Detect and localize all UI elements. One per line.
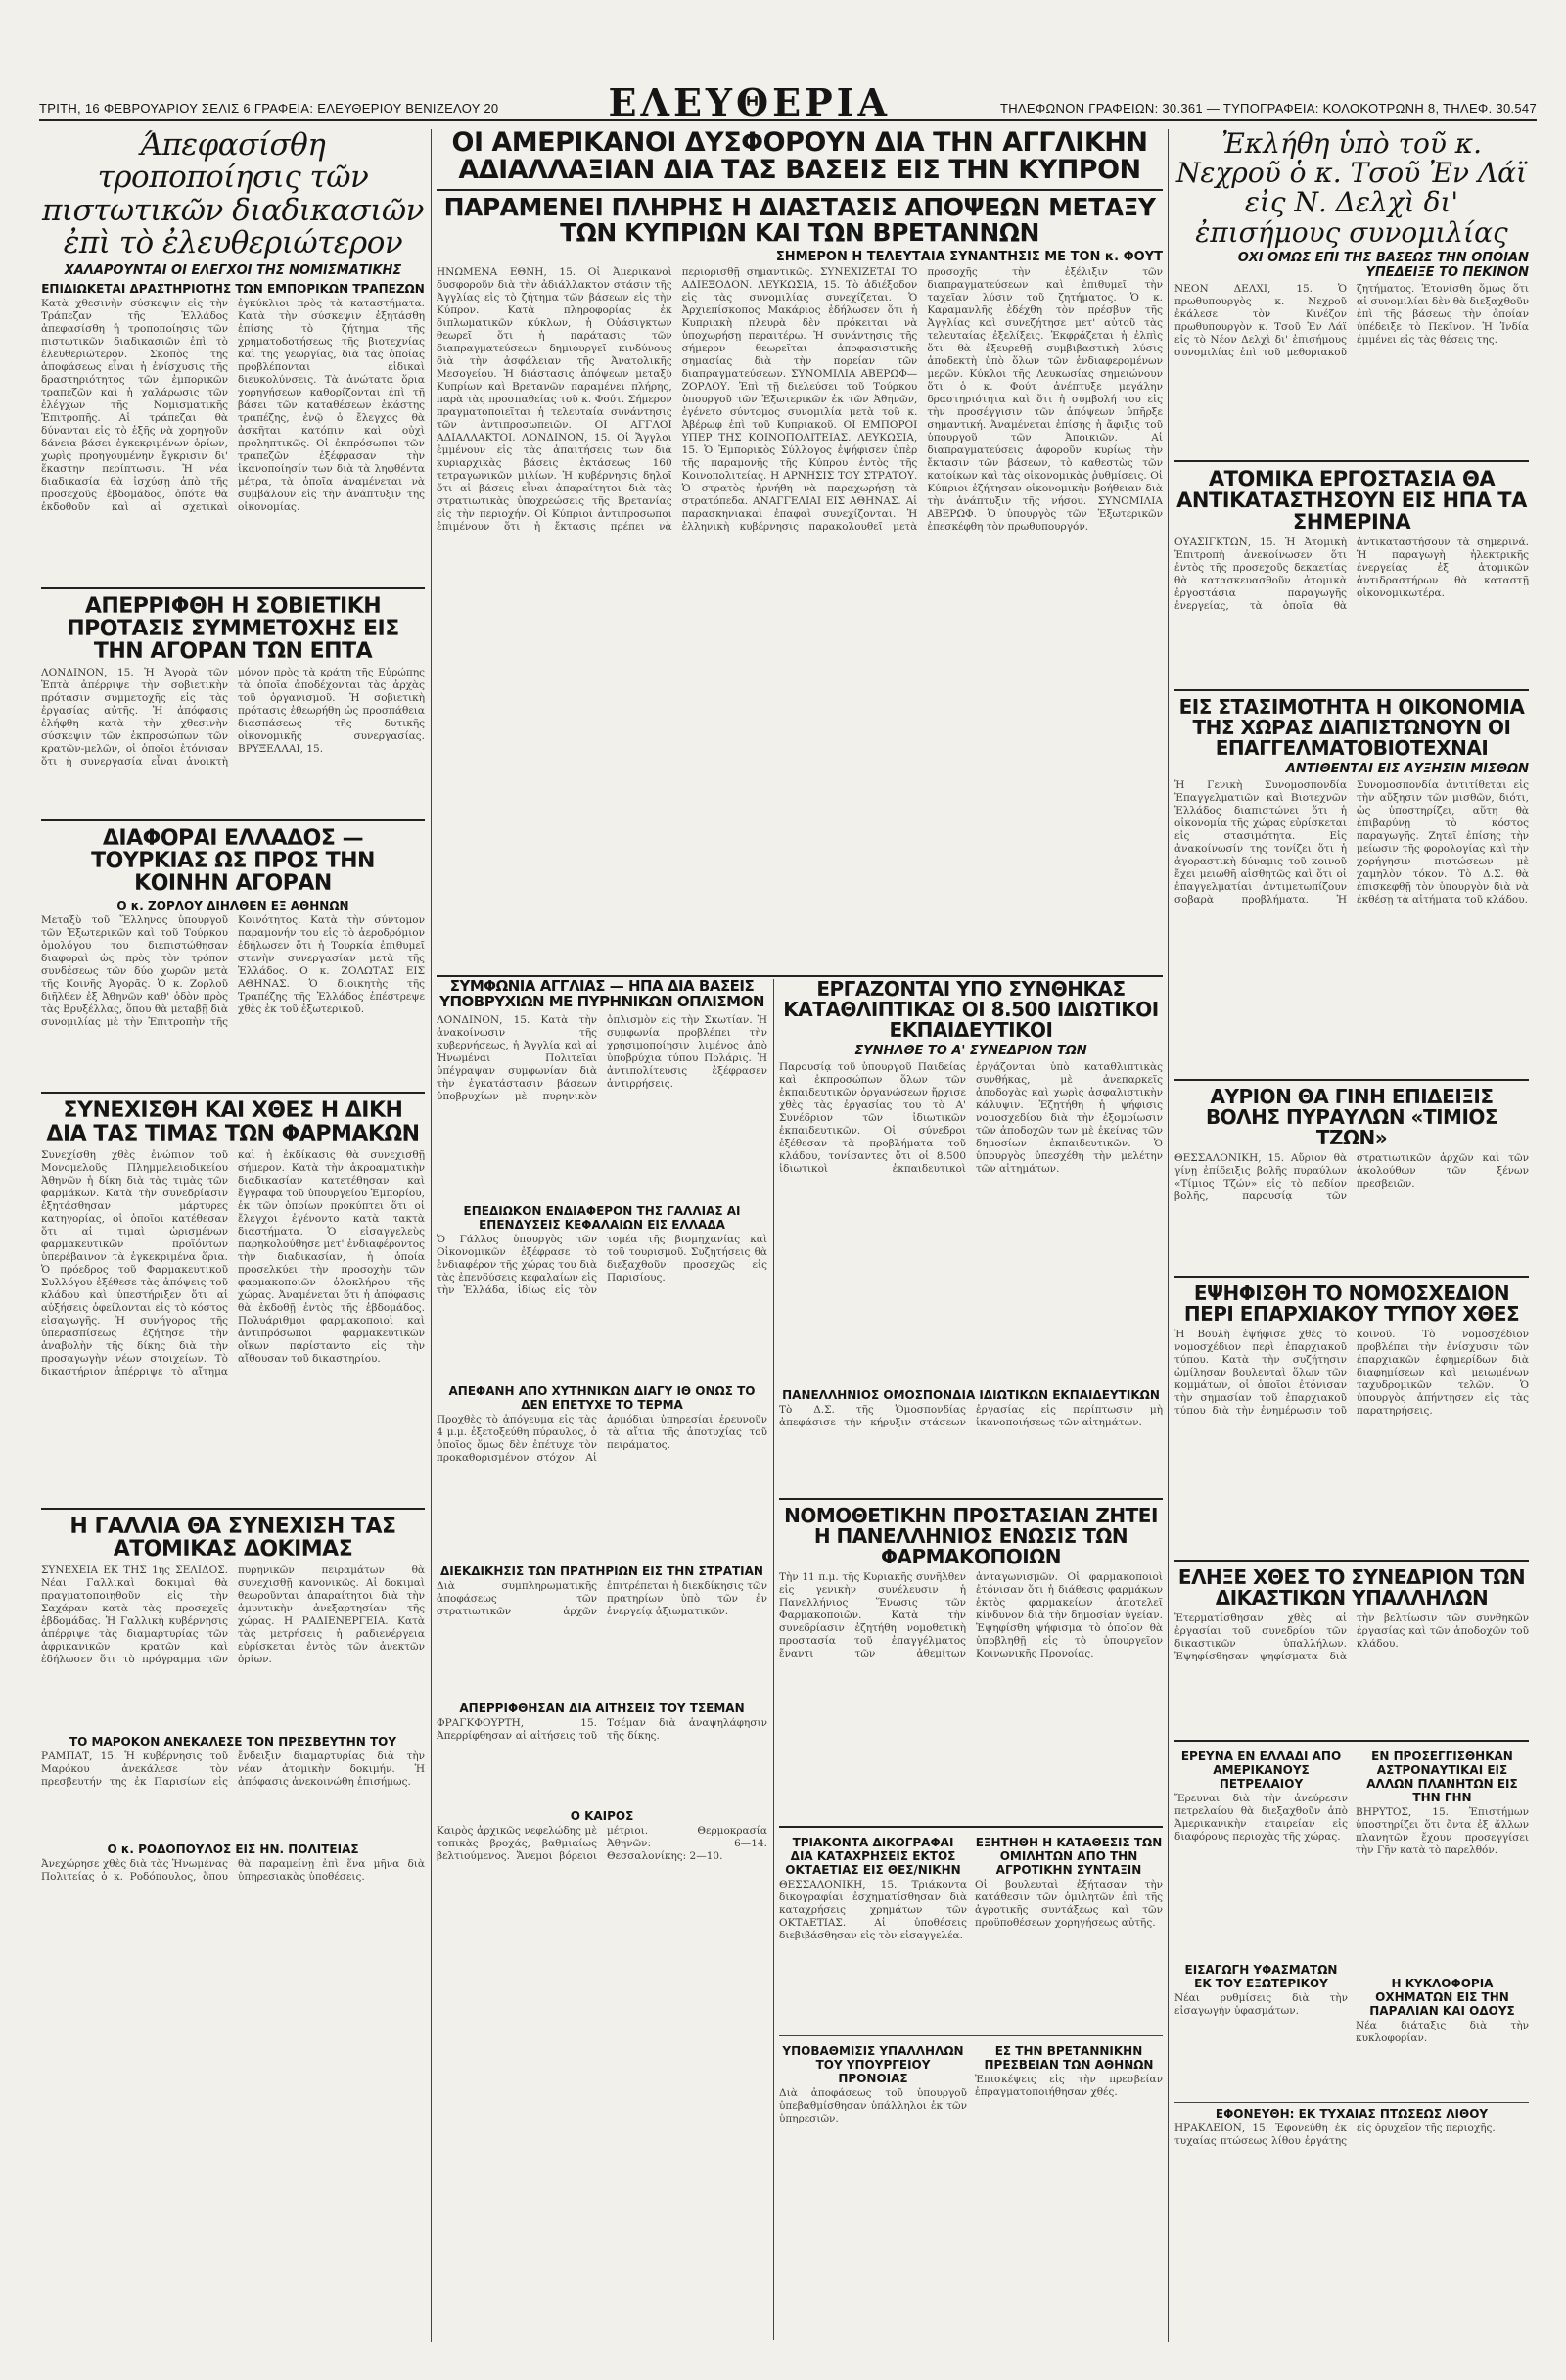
article-body: ΘΕΣΣΑΛΟΝΙΚΗ, 15. Αὔριον θὰ γίνῃ ἐπίδειξις βολῆς πυραύλων «Τίμιος Τζών» εἰς τὸ πεδίον βολῆς, παρουσίᾳ τῶν στρατιωτικῶν ἀρχῶν καὶ τῶν ἀκολούθων τῶν ξένων πρεσβειῶν. bbox=[1174, 1152, 1529, 1203]
article-body: Ἡ Βουλὴ ἐψήφισε χθὲς τὸ νομοσχέδιον περὶ ἐπαρχιακοῦ τύπου. Κατὰ τὴν συζήτησιν ὡμίλησαν βουλευταὶ ὅλων τῶν κομμάτων, οἱ ὁποῖοι ἐτόνισαν τὴν σημασίαν τοῦ ἐπαρχιακοῦ τύπου διὰ τὴν ἐνημέρωσιν τοῦ κοινοῦ. Τὸ νομοσχέδιον προβλέπει τὴν ἐνίσχυσιν τῶν ἐπαρχιακῶν ἐφημερίδων διὰ διαφημίσεων καὶ μειωμένων ταχυδρομικῶν τελῶν. Ὁ ὑπουργὸς ἀπήντησεν εἰς τὰς παρατηρήσεις. bbox=[1174, 1329, 1529, 1418]
article-body: Τὸ Δ.Σ. τῆς Ὁμοσπονδίας ἀπεφάσισε τὴν κήρυξιν στάσεων ἐργασίας εἰς περίπτωσιν μὴ ἱκανοποιήσεως τῶν αἰτημάτων. bbox=[779, 1404, 1163, 1428]
newspaper-title: ΕΛΕΥΘΕΡΙΑ bbox=[608, 80, 891, 124]
subheadline: ΔΙΕΚΔΙΚΗΣΙΣ ΤΩΝ ΠΡΑΤΗΡΙΩΝ ΕΙΣ ΤΗΝ ΣΤΡΑΤΙΑΝ bbox=[440, 1563, 763, 1578]
article-body: Κατὰ χθεσινὴν σύσκεψιν εἰς τὴν Τράπεζαν τῆς Ἑλλάδος ἀπεφασίσθη ἡ τροποποίησις τῶν πιστωτικῶν διαδικασιῶν ἐπὶ τὸ ἐλευθεριώτερον. Σκοπὸς τῆς ἀποφάσεως εἶναι ἡ ἐνίσχυσις τῆς δραστηριότητος τῶν ἐμπορικῶν τραπεζῶν καὶ ἡ χαλάρωσις τῶν ἐλέγχων τῆς Νομισματικῆς Ἐπιτροπῆς. Αἱ τράπεζαι θὰ δύνανται εἰς τὸ ἑξῆς νὰ χορηγοῦν δάνεια βάσει ἐγκεκριμένων ὁρίων, χωρὶς προηγουμένην ἔγκρισιν δι' ἕκαστην περίπτωσιν. Ἡ νέα διαδικασία θὰ ἰσχύσῃ ἀπὸ τῆς προσεχοῦς ἐβδομάδος, ὁπότε θὰ ἐκδοθοῦν καὶ αἱ σχετικαὶ ἐγκύκλιοι πρὸς τὰ καταστήματα. Κατὰ τὴν σύσκεψιν ἐξητάσθη ἐπίσης τὸ ζήτημα τῆς χρηματοδοτήσεως τῆς βιοτεχνίας καὶ τῆς γεωργίας, διὰ τὰς ὁποίας προβλέπονται εἰδικαὶ διευκολύνσεις. Τὰ ἀνώτατα ὅρια χορηγήσεων καθορίζονται ἐπὶ τῇ βάσει τῶν καταθέσεων ἑκάστης τραπέζης, ἐνῷ ὁ ἔλεγχος θὰ ἀσκῆται κατόπιν καὶ οὐχὶ προληπτικῶς. Οἱ ἐκπρόσωποι τῶν τραπεζῶν ἐξέφρασαν τὴν ἱκανοποίησίν των διὰ τὰ ληφθέντα μέτρα, τὰ ὁποῖα ἀναμένεται νὰ συμβάλουν εἰς τὴν ἀνάπτυξιν τῆς οἰκονομίας. bbox=[41, 297, 425, 513]
article-body: Καιρὸς ἀρχικῶς νεφελώδης μὲ τοπικὰς βροχάς, βαθμιαίως βελτιούμενος. Ἄνεμοι βόρειοι μέτριοι. Θερμοκρασία Ἀθηνῶν: 6—14. Θεσσαλονίκης: 2—10. bbox=[437, 1824, 767, 1862]
subheadline: ΧΑΛΑΡΟΥΝΤΑΙ ΟΙ ΕΛΕΓΧΟΙ ΤΗΣ ΝΟΜΙΣΜΑΤΙΚΗΣ bbox=[64, 262, 402, 278]
subheadline: ΣΗΜΕΡΟΝ Η ΤΕΛΕΥΤΑΙΑ ΣΥΝΑΝΤΗΣΙΣ ΜΕ ΤΟΝ κ. ΦΟΥΤ bbox=[775, 250, 1163, 265]
headline-provincial-press-bill: ΕΨΗΦΙΣΘΗ ΤΟ ΝΟΜΟΣΧΕΔΙΟΝ ΠΕΡΙ ΕΠΑΡΧΙΑΚΟΥ ΤΥΠΟΥ ΧΘΕΣ bbox=[1183, 1282, 1520, 1327]
subheadline: ΤΟ ΜΑΡΟΚΟΝ ΑΝΕΚΑΛΕΣΕ ΤΟΝ ΠΡΕΣΒΕΥΤΗΝ ΤΟΥ bbox=[69, 1734, 397, 1749]
article-body: Ἀνεχώρησε χθὲς διὰ τὰς Ἡνωμένας Πολιτείας ὁ κ. Ροδόπουλος, ὅπου θὰ παραμείνῃ ἐπὶ ἕνα μῆνα διὰ ὑπηρεσιακὰς ὑποθέσεις. bbox=[41, 1857, 425, 1883]
article-body: Ἐτερματίσθησαν χθὲς αἱ ἐργασίαι τοῦ συνεδρίου τῶν δικαστικῶν ὑπαλλήλων. Ἐψηφίσθησαν ψηφίσματα διὰ τὴν βελτίωσιν τῶν συνθηκῶν ἐργασίας καὶ τῶν ἀποδοχῶν τοῦ κλάδου. bbox=[1174, 1612, 1529, 1663]
subheadline: Η ΚΥΚΛΟΦΟΡΙΑ ΟΧΗΜΑΤΩΝ ΕΙΣ ΤΗΝ ΠΑΡΑΛΙΑΝ ΚΑΙ ΟΔΟΥΣ bbox=[1369, 1977, 1515, 2019]
headline-americans-cyprus: ΟΙ ΑΜΕΡΙΚΑΝΟΙ ΔΥΣΦΟΡΟΥΝ ΔΙΑ ΤΗΝ ΑΓΓΛΙΚΗΝ ΑΔΙΑΛΛΑΞΙΑΝ ΔΙΑ ΤΑΣ ΒΑΣΕΙΣ ΕΙΣ ΤΗΝ ΚΥΠΡΟΝ bbox=[451, 127, 1148, 186]
headline-cyprus-british: ΠΑΡΑΜΕΝΕΙ ΠΛΗΡΗΣ Η ΔΙΑΣΤΑΣΙΣ ΑΠΟΨΕΩΝ ΜΕΤΑΞΥ ΤΩΝ ΚΥΠΡΙΩΝ ΚΑΙ ΤΩΝ ΒΡΕΤΑΝΝΩΝ bbox=[443, 192, 1156, 247]
subheadline: ΕΝ ΠΡΟΣΕΓΓΙΣΘΗΚΑΝ ΑΣΤΡΟΝΑΥΤΙΚΑΙ ΕΙΣ ΑΛΛΩΝ ΠΛΑΝΗΤΩΝ ΕΙΣ ΤΗΝ ΓΗΝ bbox=[1366, 1750, 1518, 1805]
headline-greece-turkey: ΔΙΑΦΟΡΑΙ ΕΛΛΑΔΟΣ — ΤΟΥΡΚΙΑΣ ΩΣ ΠΡΟΣ ΤΗΝ ΚΟΙΝΗΝ ΑΓΟΡΑΝ bbox=[91, 826, 375, 897]
article-body: ΗΝΩΜΕΝΑ ΕΘΝΗ, 15. Οἱ Ἀμερικανοὶ δυσφοροῦν διὰ τὴν ἀδιάλλακτον στάσιν τῆς Ἀγγλίας εἰς τὸ ζήτημα τῶν βάσεων εἰς τὴν Κύπρον. Κατὰ πληροφορίας ἐκ διπλωματικῶν κύκλων, ἡ Οὐάσιγκτων θεωρεῖ ὅτι ἡ παράτασις τῶν διαπραγματεύσεων δημιουργεῖ κινδύνους διὰ τὴν ἀσφάλειαν τῆς Ἀνατολικῆς Μεσογείου. Ἡ διάστασις ἀπόψεων μεταξὺ Κυπρίων καὶ Βρετανῶν παραμένει πλήρης, παρὰ τὰς προσπαθείας τοῦ κ. Φούτ. Σήμερον πραγματοποιεῖται ἡ τελευταία συνάντησις τῶν ἀντιπροσωπειῶν. ΟΙ ΑΓΓΛΟΙ ΑΔΙΑΛΛΑΚΤΟΙ. ΛΟΝΔΙΝΟΝ, 15. Οἱ Ἄγγλοι ἐμμένουν εἰς τὰς ἀπαιτήσεις των διὰ κυριαρχικὰς βάσεις ἐκτάσεως 160 τετραγωνικῶν μιλίων. Ἡ κυβέρνησις δηλοῖ ὅτι αἱ βάσεις εἶναι ἀπαραίτητοι διὰ τὰς στρατιωτικὰς ὑποχρεώσεις τῆς Βρετανίας εἰς τὴν περιοχήν. Οἱ Κύπριοι ἀντιπροσωποι ἐπιμένουν ὅτι ἡ ἔκτασις πρέπει νὰ περιορισθῇ σημαντικῶς. ΣΥΝΕΧΙΖΕΤΑΙ ΤΟ ΑΔΙΕΞΟΔΟΝ. ΛΕΥΚΩΣΙΑ, 15. Τὸ ἀδιέξοδον εἰς τὰς συνομιλίας συνεχίζεται. Ὁ Ἀρχιεπίσκοπος Μακάριος ἐδήλωσεν ὅτι ἡ Κυπριακὴ πλευρὰ δὲν πρόκειται νὰ ὑποχωρήσῃ περαιτέρω. Ἡ συνάντησις τῆς σήμερον θεωρεῖται ἀποφασιστικῆς σημασίας διὰ τὴν πορείαν τῶν διαπραγματεύσεων. ΣΥΝΟΜΙΛΙΑ ΑΒΕΡΩΦ—ΖΟΡΛΟΥ. Ἐπὶ τῇ διελεύσει τοῦ Τούρκου ὑπουργοῦ τῶν Ἐξωτερικῶν ἐκ τῶν Ἀθηνῶν, ἐγένετο σύντομος συνομιλία μετὰ τοῦ κ. Ἀβέρωφ ἐπὶ τοῦ Κυπριακοῦ. ΟΙ ΕΜΠΟΡΟΙ ΥΠΕΡ ΤΗΣ ΚΟΙΝΟΠΟΛΙΤΕΙΑΣ. ΛΕΥΚΩΣΙΑ, 15. Ὁ Ἐμπορικὸς Σύλλογος ἐψήφισεν ὑπὲρ τῆς παραμονῆς τῆς Κύπρου ἐντὸς τῆς Κοινοπολιτείας. Η ΑΡΝΗΣΙΣ ΤΟΥ ΣΤΡΑΤΟΥ. Ὁ στρατὸς ἠρνήθη νὰ παραχωρήσῃ τὰ στρατόπεδα. ΑΝΑΓΓΕΛΙΑΙ ΕΙΣ ΑΘΗΝΑΣ. Αἱ παρασκηνιακαὶ ἐπαφαὶ συνεχίζονται. Ἡ ἑλληνικὴ κυβέρνησις παρακολουθεῖ μετὰ προσοχῆς τὴν ἐξέλιξιν τῶν διαπραγματεύσεων καὶ ἐπιθυμεῖ τὴν ταχεῖαν λύσιν τοῦ ζητήματος. Ὁ κ. Καραμανλῆς ἐδέχθη τὸν πρέσβυν τῆς Ἀγγλίας καὶ συνεζήτησε μετ' αὐτοῦ τὰς τελευταίας ἐξελίξεις. Ἐκφράζεται ἡ ἐλπὶς ὅτι θὰ ἐξευρεθῇ συμβιβαστικὴ λύσις ἀποδεκτὴ ὑπὸ ὅλων τῶν ἐνδιαφερομένων μερῶν. Κύκλοι τῆς Λευκωσίας σημειώνουν ὅτι ὁ κ. Φούτ ἀνέπτυξε μεγάλην δραστηριότητα καὶ ὅτι ἡ συμβολή του εἰς τὴν προσέγγισιν τῶν ἀπόψεων ὑπῆρξε σημαντική. Ἀναμένεται ἐπίσης ἡ ἄφιξις τοῦ ὑπουργοῦ τῶν Ἀποικιῶν. Αἱ διαπραγματεύσεις ἀφοροῦν κυρίως τὴν ἔκτασιν τῶν βάσεων, τὸ καθεστὼς τῶν κατοίκων καὶ τὰς οἰκονομικὰς ῥυθμίσεις. Οἱ Κύπριοι ἐζήτησαν οἰκονομικὴν βοήθειαν διὰ τὴν ἀνάπτυξιν τῆς νήσου. ΣΥΝΟΜΙΛΙΑ ΑΒΕΡΩΦ. Ὁ ὑπουργὸς τῶν Ἐξωτερικῶν ἐπεσκέφθη τὸν πρωθυπουργόν. bbox=[437, 266, 1163, 534]
article-body: Νέαι ρυθμίσεις διὰ τὴν εἰσαγωγὴν ὑφασμάτων. bbox=[1174, 1992, 1348, 2018]
subheadline: ΕΡΕΥΝΑ ΕΝ ΕΛΛΑΔΙ ΑΠΟ ΑΜΕΡΙΚΑΝΟΥΣ ΠΕΤΡΕΛΑΙΟΥ bbox=[1180, 1750, 1342, 1792]
subheadline: Ο ΚΑΙΡΟΣ bbox=[570, 1808, 634, 1823]
headline-nehru-chou: Ἐκλήθη ὑπὸ τοῦ κ. Νεχροῦ ὁ κ. Τσοῦ Ἐν Λάϊ εἰς Ν. Δελχὶ δι' ἐπισήμους συνομιλίας bbox=[1175, 127, 1528, 249]
article-body: Οἱ βουλευταὶ ἐξήτασαν τὴν κατάθεσιν τῶν ὁμιλητῶν ἐπὶ τῆς ἀγροτικῆς συντάξεως καὶ τῶν προϋποθέσεων χορηγήσεως αὐτῆς. bbox=[975, 1879, 1163, 1929]
article-body: ΛΟΝΔΙΝΟΝ, 15. Ἡ Ἀγορὰ τῶν Ἑπτὰ ἀπέρριψε τὴν σοβιετικὴν πρότασιν συμμετοχῆς εἰς τὰς ἐργασίας αὐτῆς. Ἡ ἀπόφασις ἐλήφθη κατὰ τὴν χθεσινὴν σύσκεψιν τῶν ἐκπροσώπων τῶν κρατῶν-μελῶν, οἱ ὁποῖοι ἐτόνισαν ὅτι ἡ συνεργασία εἶναι ἀνοικτὴ μόνον πρὸς τὰ κράτη τῆς Εὐρώπης τὰ ὁποῖα ἀποδέχονται τὰς ἀρχὰς τοῦ ὀργανισμοῦ. Ἡ σοβιετικὴ πρότασις ἐθεωρήθη ὡς προσπάθεια διασπάσεως τῆς δυτικῆς οἰκονομικῆς συνεργασίας. ΒΡΥΞΕΛΛΑΙ, 15. bbox=[41, 667, 425, 769]
masthead bbox=[39, 80, 1537, 124]
article-body: Διὰ συμπληρωματικῆς ἀποφάσεως τῶν στρατιωτικῶν ἀρχῶν ἐπιτρέπεται ἡ διεκδίκησις τῶν πρατηρίων ὑπὸ τῶν ἐν ἐνεργείᾳ ἀξιωματικῶν. bbox=[437, 1579, 767, 1617]
subheadline: ΕΠΕΔΙΩΚΟΝ ΕΝΔΙΑΦΕΡΟΝ ΤΗΣ ΓΑΛΛΙΑΣ ΑΙ ΕΠΕΝΔΥΣΕΙΣ ΚΕΦΑΛΑΙΩΝ ΕΙΣ ΕΛΛΑΔΑ bbox=[463, 1203, 741, 1232]
article-body: ΡΑΜΠΑΤ, 15. Ἡ κυβέρνησις τοῦ Μαρόκου ἀνεκάλεσε τὸν πρεσβευτήν της ἐκ Παρισίων εἰς ἔνδειξιν διαμαρτυρίας διὰ τὴν νέαν ἀτομικὴν δοκιμήν. Ἡ ἀπόφασις ἀνεκοινώθη ἐπισήμως. bbox=[41, 1750, 425, 1788]
article-body: Ὁ Γάλλος ὑπουργὸς τῶν Οἰκονομικῶν ἐξέφρασε τὸ ἐνδιαφέρον τῆς χώρας του διὰ τὰς ἐπενδύσεις κεφαλαίων εἰς τὴν Ἑλλάδα, ἰδίως εἰς τὸν τομέα τῆς βιομηχανίας καὶ τοῦ τουρισμοῦ. Συζητήσεις θὰ διεξαχθοῦν προσεχῶς εἰς Παρισίους. bbox=[437, 1233, 767, 1296]
subheadline: ΕΞΗΤΗΘΗ Η ΚΑΤΑΘΕΣΙΣ ΤΩΝ ΟΜΙΛΗΤΩΝ ΑΠΟ ΤΗΝ ΑΓΡΟΤΙΚΗΝ ΣΥΝΤΑΞΙΝ bbox=[975, 1836, 1163, 1877]
subheadline: Ο κ. ΖΟΡΛΟΥ ΔΙΗΛΘΕΝ ΕΞ ΑΘΗΝΩΝ bbox=[116, 899, 349, 913]
subheadline: ΥΠΟΒΑΘΜΙΣΙΣ ΥΠΑΛΛΗΛΩΝ ΤΟΥ ΥΠΟΥΡΓΕΙΟΥ ΠΡΟΝΟΙΑΣ bbox=[782, 2044, 964, 2085]
subheadline: ΑΠΕΡΡΙΦΘΗΣΑΝ ΔΙΑ ΑΙΤΗΣΕΙΣ ΤΟΥ ΤΣΕΜΑΝ bbox=[459, 1701, 745, 1715]
article-body: ΟΥΑΣΙΓΚΤΩΝ, 15. Ἡ Ἀτομικὴ Ἐπιτροπὴ ἀνεκοίνωσεν ὅτι ἐντὸς τῆς προσεχοῦς δεκαετίας θὰ κατασκευασθοῦν ἀτομικὰ ἐργοστάσια παραγωγῆς ἐνεργείας, τὰ ὁποῖα θὰ ἀντικαταστήσουν τὰ σημερινά. Ἡ παραγωγὴ ἠλεκτρικῆς ἐνεργείας ἐξ ἀτομικῶν ἀντιδραστήρων θὰ καταστῇ οἰκονομικωτέρα. bbox=[1174, 537, 1529, 613]
headline-economy-stagnation: ΕΙΣ ΣΤΑΣΙΜΟΤΗΤΑ Η ΟΙΚΟΝΟΜΙΑ ΤΗΣ ΧΩΡΑΣ ΔΙΑΠΙΣΤΩΝΟΥΝ ΟΙ ΕΠΑΓΓΕΛΜΑΤΟΒΙΟΤΕΧΝΑΙ bbox=[1178, 695, 1525, 761]
article-body: Τὴν 11 π.μ. τῆς Κυριακῆς συνῆλθεν εἰς γενικὴν συνέλευσιν ἡ Πανελλήνιος Ἕνωσις τῶν Φαρμακοποιῶν. Κατὰ τὴν συνεδρίασιν ἐζητήθη νομοθετικὴ προστασία τοῦ ἐπαγγέλματος ἔναντι τῶν ἀθεμίτων ἀνταγωνισμῶν. Οἱ φαρμακοποιοὶ ἐτόνισαν ὅτι ἡ διάθεσις φαρμάκων ἐκτὸς φαρμακείων ἀποτελεῖ κίνδυνον διὰ τὴν δημοσίαν ὑγείαν. Ἐψηφίσθη ψήφισμα τὸ ὁποῖον θὰ ὑποβληθῇ εἰς τὸ ὑπουργεῖον Κοινωνικῆς Προνοίας. bbox=[779, 1571, 1163, 1659]
subheadline: ΑΝΤΙΘΕΝΤΑΙ ΕΙΣ ΑΥΞΗΣΙΝ ΜΙΣΘΩΝ bbox=[1285, 762, 1529, 777]
article-body: ΦΡΑΓΚΦΟΥΡΤΗ, 15. Ἀπερρίφθησαν αἱ αἰτήσεις τοῦ Τσέμαν διὰ ἀναψηλάφησιν τῆς δίκης. bbox=[437, 1716, 767, 1742]
article-body: Συνεχίσθη χθὲς ἐνώπιον τοῦ Μονομελοῦς Πλημμελειοδικείου Ἀθηνῶν ἡ δίκη διὰ τὰς τιμὰς τῶν φαρμάκων. Κατὰ τὴν συνεδρίασιν ἐξητάσθησαν μάρτυρες κατηγορίας, οἱ ὁποῖοι κατέθεσαν ὅτι αἱ τιμαὶ ὡρισμένων φαρμακευτικῶν προϊόντων ὑπερέβαινον τὰ ἐγκεκριμένα ὅρια. Ὁ πρόεδρος τοῦ Φαρμακευτικοῦ Συλλόγου ἐξέθεσε τὰς ἀπόψεις τοῦ κλάδου καὶ ὑπεστήριξεν ὅτι αἱ αὐξήσεις ὀφείλονται εἰς τὸ κόστος εἰσαγωγῆς. Ἡ συνήγορος τῆς ὑπερασπίσεως ἐζήτησε τὴν ἀναβολὴν τῆς δίκης διὰ τὴν προσαγωγὴν νέων στοιχείων. Τὸ δικαστήριον ἀπέρριψε τὸ αἴτημα καὶ ἡ ἐκδίκασις θὰ συνεχισθῇ σήμερον. Κατὰ τὴν ἀκροαματικὴν διαδικασίαν κατετέθησαν καὶ ἔγγραφα τοῦ ὑπουργείου Ἐμπορίου, ἐκ τῶν ὁποίων προκύπτει ὅτι οἱ ἔλεγχοι ἐγένοντο κατὰ τακτὰ διαστήματα. Ὁ εἰσαγγελεὺς παρηκολούθησε μετ' ἐνδιαφέροντος τὴν διαδικασίαν, ἡ ὁποία προσελκύει τὴν προσοχὴν τῶν φαρμακοποιῶν ὁλοκλήρου τῆς χώρας. Ἀναμένεται ὅτι ἡ ἀπόφασις θὰ ἐκδοθῇ ἐντὸς τῆς ἑβδομάδος. Πολυάριθμοι φαρμακοποιοὶ καὶ ἀντιπρόσωποι φαρμακευτικῶν οἴκων παρίσταντο εἰς τὴν αἴθουσαν τοῦ δικαστηρίου. bbox=[41, 1148, 425, 1377]
headline-drug-prices-trial: ΣΥΝΕΧΙΣΘΗ ΚΑΙ ΧΘΕΣ Η ΔΙΚΗ ΔΙΑ ΤΑΣ ΤΙΜΑΣ ΤΩΝ ΦΑΡΜΑΚΩΝ bbox=[46, 1098, 420, 1146]
article-body: Ἐπισκέψεις εἰς τὴν πρεσβείαν ἐπραγματοποιήθησαν χθές. bbox=[975, 2074, 1163, 2098]
masthead-date: ΤΡΙΤΗ, 16 ΦΕΒΡΟΥΑΡΙΟΥ ΣΕΛΙΣ 6 ΓΡΑΦΕΙΑ: ΕΛΕΥΘΕΡΙΟΥ ΒΕΝΙΖΕΛΟΥ 20 bbox=[39, 101, 499, 116]
headline-atomic-factories: ΑΤΟΜΙΚΑ ΕΡΓΟΣΤΑΣΙΑ ΘΑ ΑΝΤΙΚΑΤΑΣΤΗΣΟΥΝ ΕΙΣ ΗΠΑ ΤΑ ΣΗΜΕΡΙΝΑ bbox=[1176, 466, 1527, 535]
column-left bbox=[41, 129, 425, 1937]
masthead-phones: ΤΗΛΕΦΩΝΟΝ ΓΡΑΦΕΙΩΝ: 30.361 — ΤΥΠΟΓΡΑΦΕΙΑ: ΚΟΛΟΚΟΤΡΩΝΗ 8, ΤΗΛΕΦ. 30.547 bbox=[999, 101, 1537, 116]
subheadline: ΠΑΝΕΛΛΗΝΙΟΣ ΟΜΟΣΠΟΝΔΙΑ ΙΔΙΩΤΙΚΩΝ ΕΚΠΑΙΔΕΥΤΙΚΩΝ bbox=[782, 1388, 1160, 1402]
headline-pharmacists-union: ΝΟΜΟΘΕΤΙΚΗΝ ΠΡΟΣΤΑΣΙΑΝ ΖΗΤΕΙ Η ΠΑΝΕΛΛΗΝΙΟΣ ΕΝΩΣΙΣ ΤΩΝ ΦΑΡΜΑΚΟΠΟΙΩΝ bbox=[784, 1504, 1158, 1568]
headline-france-atomic: Η ΓΑΛΛΙΑ ΘΑ ΣΥΝΕΧΙΣΗ ΤΑΣ ΑΤΟΜΙΚΑΣ ΔΟΚΙΜΑΣ bbox=[69, 1514, 396, 1562]
article-body: ΣΥΝΕΧΕΙΑ ΕΚ ΤΗΣ 1ης ΣΕΛΙΔΟΣ. Νέαι Γαλλικαὶ δοκιμαὶ θὰ πραγματοποιηθοῦν εἰς τὴν Σαχάραν κατὰ τὰς προσεχεῖς ἑβδομάδας. Ἡ Γαλλικὴ κυβέρνησις ἀπέρριψε τὰς διαμαρτυρίας τῶν ἀφρικανικῶν κρατῶν καὶ ἐδήλωσεν ὅτι τὸ πρόγραμμα τῶν πυρηνικῶν πειραμάτων θὰ συνεχισθῇ κανονικῶς. Αἱ δοκιμαὶ θεωροῦνται ἀπαραίτητοι διὰ τὴν ἀμυντικὴν ἀνεξαρτησίαν τῆς χώρας. Η ΡΑΔΙΕΝΕΡΓΕΙΑ. Κατὰ τὰς μετρήσεις ἡ ραδιενέργεια εὑρίσκεται ἐντὸς τῶν ἀνεκτῶν ὁρίων. bbox=[41, 1563, 425, 1665]
headline-credit-reform: Άπεφασίσθη τροποποίησις τῶν πιστωτικῶν διαδικασιῶν ἐπὶ τὸ ἐλευθεριώτερον bbox=[41, 127, 424, 261]
headline-court-clerks-congress: ΕΛΗΞΕ ΧΘΕΣ ΤΟ ΣΥΝΕΔΡΙΟΝ ΤΩΝ ΔΙΚΑΣΤΙΚΩΝ ΥΠΑΛΛΗΛΩΝ bbox=[1177, 1565, 1526, 1610]
column-rule bbox=[1168, 129, 1169, 2342]
subheadline: ΣΥΝΗΛΘΕ ΤΟ Α' ΣΥΝΕΔΡΙΟΝ ΤΩΝ bbox=[854, 1044, 1087, 1058]
column-center-left bbox=[437, 979, 767, 1923]
article-body: Μεταξὺ τοῦ Ἕλληνος ὑπουργοῦ τῶν Ἐξωτερικῶν καὶ τοῦ Τούρκου ὁμολόγου του διεπιστώθησαν διαφοραὶ ὡς πρὸς τὸν τρόπον συνδέσεως τῶν δύο χωρῶν μετὰ τῆς Κοινῆς Ἀγορᾶς. Ὁ κ. Ζορλοῦ διῆλθεν ἐξ Ἀθηνῶν καθ' ὁδὸν πρὸς τὰς Βρυξέλλας, ὅπου θὰ μεταβῇ διὰ συνομιλίας μὲ τὴν Ἐπιτροπὴν τῆς Κοινότητος. Κατὰ τὴν σύντομον παραμονήν του εἰς τὸ ἀεροδρόμιον ἐδήλωσεν ὅτι ἡ Τουρκία ἐπιθυμεῖ στενὴν συνεργασίαν μετὰ τῆς Ἑλλάδος. Ο κ. ΖΟΛΩΤΑΣ ΕΙΣ ΑΘΗΝΑΣ. Ὁ διοικητὴς τῆς Τραπέζης τῆς Ἑλλάδος ἐπέστρεψε χθὲς ἐκ τοῦ ἐξωτερικοῦ. bbox=[41, 914, 425, 1029]
article-body: ΝΕΟΝ ΔΕΛΧΙ, 15. Ὁ πρωθυπουργὸς κ. Νεχροῦ ἐκάλεσε τὸν Κινέζον πρωθυπουργὸν κ. Τσοῦ Ἐν Λάϊ εἰς τὸ Νέον Δελχὶ δι' ἐπισήμους συνομιλίας ἐπὶ τοῦ μεθοριακοῦ ζητήματος. Ἐτονίσθη ὅμως ὅτι αἱ συνομιλίαι δὲν θὰ διεξαχθοῦν ἐπὶ τῆς βάσεως τὴν ὁποίαν ὑπέδειξε τὸ Πεκῖνον. Ἡ Ἰνδία ἐμμένει εἰς τὰς θέσεις της. bbox=[1174, 282, 1529, 358]
column-center-mid bbox=[779, 979, 1163, 2166]
article-body: Ἡ Γενικὴ Συνομοσπονδία Ἐπαγγελματιῶν καὶ Βιοτεχνῶν Ἑλλάδος διαπιστώνει ὅτι ἡ οἰκονομία τῆς χώρας εὑρίσκεται εἰς στασιμότητα. Εἰς ἀνακοίνωσίν της τονίζει ὅτι ἡ ἀγοραστικὴ δύναμις τοῦ κοινοῦ ἔχει μειωθῆ αἰσθητῶς καὶ ὅτι οἱ ἐπαγγελματίαι ἀντιμετωπίζουν σοβαρὰ προβλήματα. Ἡ Συνομοσπονδία ἀντιτίθεται εἰς τὴν αὔξησιν τῶν μισθῶν, διότι, ὡς ὑποστηρίζει, αὕτη θὰ ἐπιβαρύνῃ τὸ κόστος παραγωγῆς. Ζητεῖ ἐπίσης τὴν μείωσιν τῆς φορολογίας καὶ τὴν χορήγησιν πιστώσεων μὲ χαμηλὸν τόκον. Τὸ Δ.Σ. θὰ ἐπισκεφθῇ τὸν ὑπουργὸν διὰ νὰ ἐκθέσῃ τὰ αἰτήματα τοῦ κλάδου. bbox=[1174, 779, 1529, 907]
headline-private-teachers: ΕΡΓΑΖΟΝΤΑΙ ΥΠΟ ΣΥΝΘΗΚΑΣ ΚΑΤΑΘΛΙΠΤΙΚΑΣ ΟΙ 8.500 ΙΔΙΩΤΙΚΟΙ ΕΚΠΑΙΔΕΥΤΙΚΟΙ bbox=[783, 977, 1159, 1042]
subheadline: ΤΡΙΑΚΟΝΤΑ ΔΙΚΟΓΡΑΦΑΙ ΔΙΑ ΚΑΤΑΧΡΗΣΕΙΣ ΕΚΤΟΣ ΟΚΤΑΕΤΙΑΣ ΕΙΣ ΘΕΣ/ΝΙΚΗΝ bbox=[785, 1836, 961, 1877]
headline-submarine-bases: ΣΥΜΦΩΝΙΑ ΑΓΓΛΙΑΣ — ΗΠΑ ΔΙΑ ΒΑΣΕΙΣ ΥΠΟΒΡΥΧΙΩΝ ΜΕ ΠΥΡΗΝΙΚΩΝ ΟΠΛΙΣΜΟΝ bbox=[439, 977, 764, 1010]
subheadline: ΕΣ ΤΗΝ ΒΡΕΤΑΝΝΙΚΗΝ ΠΡΕΣΒΕΙΑΝ ΤΩΝ ΑΘΗΝΩΝ bbox=[984, 2044, 1154, 2072]
subheadline: ΕΙΣΑΓΩΓΗ ΥΦΑΣΜΑΤΩΝ ΕΚ ΤΟΥ ΕΞΩΤΕΡΙΚΟΥ bbox=[1184, 1963, 1338, 1991]
article-body: Προχθὲς τὸ ἀπόγευμα εἰς τὰς 4 μ.μ. ἐξετοξεύθη πύραυλος, ὁ ὁποῖος ὅμως δὲν ἐπέτυχε τὸν προκαθορισμένον στόχον. Αἱ ἀρμόδιαι ὑπηρεσίαι ἐρευνοῦν τὰ αἴτια τῆς ἀποτυχίας τοῦ πειράματος. bbox=[437, 1413, 767, 1464]
column-rule bbox=[773, 979, 774, 2340]
subheadline: ΟΧΙ ΟΜΩΣ ΕΠΙ ΤΗΣ ΒΑΣΕΩΣ ΤΗΝ ΟΠΟΙΑΝ ΥΠΕΔΕΙΞΕ ΤΟ ΠΕΚΙΝΟΝ bbox=[1237, 250, 1529, 280]
column-right bbox=[1174, 129, 1529, 2181]
article-body: Ἔρευναι διὰ τὴν ἀνεύρεσιν πετρελαίου θὰ διεξαχθοῦν ἀπὸ Ἀμερικανικὴν ἑταιρείαν εἰς διαφόρους περιοχὰς τῆς χώρας. bbox=[1174, 1793, 1348, 1843]
article-body: ΛΟΝΔΙΝΟΝ, 15. Κατὰ τὴν ἀνακοίνωσιν τῆς κυβερνήσεως, ἡ Ἀγγλία καὶ αἱ Ἡνωμέναι Πολιτεῖαι ὑπέγραψαν συμφωνίαν διὰ τὴν ἐγκατάστασιν βάσεων ὑποβρυχίων μὲ πυρηνικὸν ὁπλισμὸν εἰς τὴν Σκωτίαν. Ἡ συμφωνία προβλέπει τὴν χρησιμοποίησιν λιμένος ἀπὸ ὑποβρύχια τύπου Πολάρις. Ἡ ἀντιπολίτευσις ἐξέφρασεν ἀντιρρήσεις. bbox=[437, 1013, 767, 1102]
headline-soviet-proposal: ΑΠΕΡΡΙΦΘΗ Η ΣΟΒΙΕΤΙΚΗ ΠΡΟΤΑΣΙΣ ΣΥΜΜΕΤΟΧΗΣ ΕΙΣ ΤΗΝ ΑΓΟΡΑΝ ΤΩΝ ΕΠΤΑ bbox=[67, 593, 399, 665]
subheadline: ΕΦΟΝΕΥΘΗ: ΕΚ ΤΥΧΑΙΑΣ ΠΤΩΣΕΩΣ ΛΙΘΟΥ bbox=[1174, 2102, 1529, 2121]
subheadline: Ο κ. ΡΟΔΟΠΟΥΛΟΣ ΕΙΣ ΗΝ. ΠΟΛΙΤΕΙΑΣ bbox=[107, 1842, 359, 1856]
article-body: ΘΕΣΣΑΛΟΝΙΚΗ, 15. Τριάκοντα δικογραφίαι ἐσχηματίσθησαν διὰ καταχρήσεις χρημάτων τῶν ΟΚΤΑΕΤΙΑΣ. Αἱ ὑποθέσεις διεβιβάσθησαν εἰς τὸν εἰσαγγελέα. bbox=[779, 1879, 967, 1941]
article-body: ΗΡΑΚΛΕΙΟΝ, 15. Ἐφονεύθη ἐκ τυχαίας πτώσεως λίθου ἐργάτης εἰς ὀρυχεῖον τῆς περιοχῆς. bbox=[1174, 2123, 1496, 2148]
article-body: Παρουσίᾳ τοῦ ὑπουργοῦ Παιδείας καὶ ἐκπροσώπων ὅλων τῶν ἐκπαιδευτικῶν ὀργανώσεων ἤρχισε χθὲς τὰς ἐργασίας του τὸ Α' Συνέδριον τῶν ἰδιωτικῶν ἐκπαιδευτικῶν. Οἱ σύνεδροι ἐξέθεσαν τὰ προβλήματα τοῦ κλάδου, τονίσαντες ὅτι οἱ 8.500 ἰδιωτικοὶ ἐκπαιδευτικοὶ ἐργάζονται ὑπὸ καταθλιπτικὰς συνθήκας, μὲ ἀνεπαρκεῖς ἀποδοχὰς καὶ χωρὶς ἀσφαλιστικὴν κάλυψιν. Ἐζητήθη ἡ ψήφισις νομοσχεδίου διὰ τὴν ἐξομοίωσιν τῶν ἀποδοχῶν των μὲ ἐκείνας τῶν δημοσίων ἐκπαιδευτικῶν. Ὁ ὑπουργὸς ὑπεσχέθη τὴν μελέτην τῶν αἰτημάτων. bbox=[779, 1061, 1163, 1175]
subheadline: ΑΠΕΦΑΝΗ ΑΠΟ ΧΥΤΗΝΙΚΩΝ ΔΙΑΓΥ ΙΘ ΟΝΩΣ ΤΟ ΔΕΝ ΕΠΕΤΥΧΕ ΤΟ ΤΕΡΜΑ bbox=[448, 1383, 756, 1412]
headline-missile-demo: ΑΥΡΙΟΝ ΘΑ ΓΙΝΗ ΕΠΙΔΕΙΞΙΣ ΒΟΛΗΣ ΠΥΡΑΥΛΩΝ «ΤΙΜΙΟΣ ΤΖΩΝ» bbox=[1205, 1085, 1498, 1150]
subheadline: ΕΠΙΔΙΩΚΕΤΑΙ ΔΡΑΣΤΗΡΙΟΤΗΣ ΤΩΝ ΕΜΠΟΡΙΚΩΝ ΤΡΑΠΕΖΩΝ bbox=[41, 281, 425, 296]
article-body: ΒΗΡΥΤΟΣ, 15. Ἐπιστήμων ὑποστηρίζει ὅτι ὄντα ἐξ ἄλλων πλανητῶν ἔχουν προσεγγίσει τὴν Γῆν κατὰ τὸ παρελθόν. bbox=[1356, 1806, 1529, 1857]
article-body: Νέα διάταξις διὰ τὴν κυκλοφορίαν. bbox=[1356, 2020, 1529, 2045]
column-center bbox=[437, 129, 1163, 981]
column-rule bbox=[431, 129, 432, 2342]
article-body: Διὰ ἀποφάσεως τοῦ ὑπουργοῦ ὑπεβαθμίσθησαν ὑπάλληλοι ἐκ τῶν ὑπηρεσιῶν. bbox=[779, 2087, 967, 2124]
